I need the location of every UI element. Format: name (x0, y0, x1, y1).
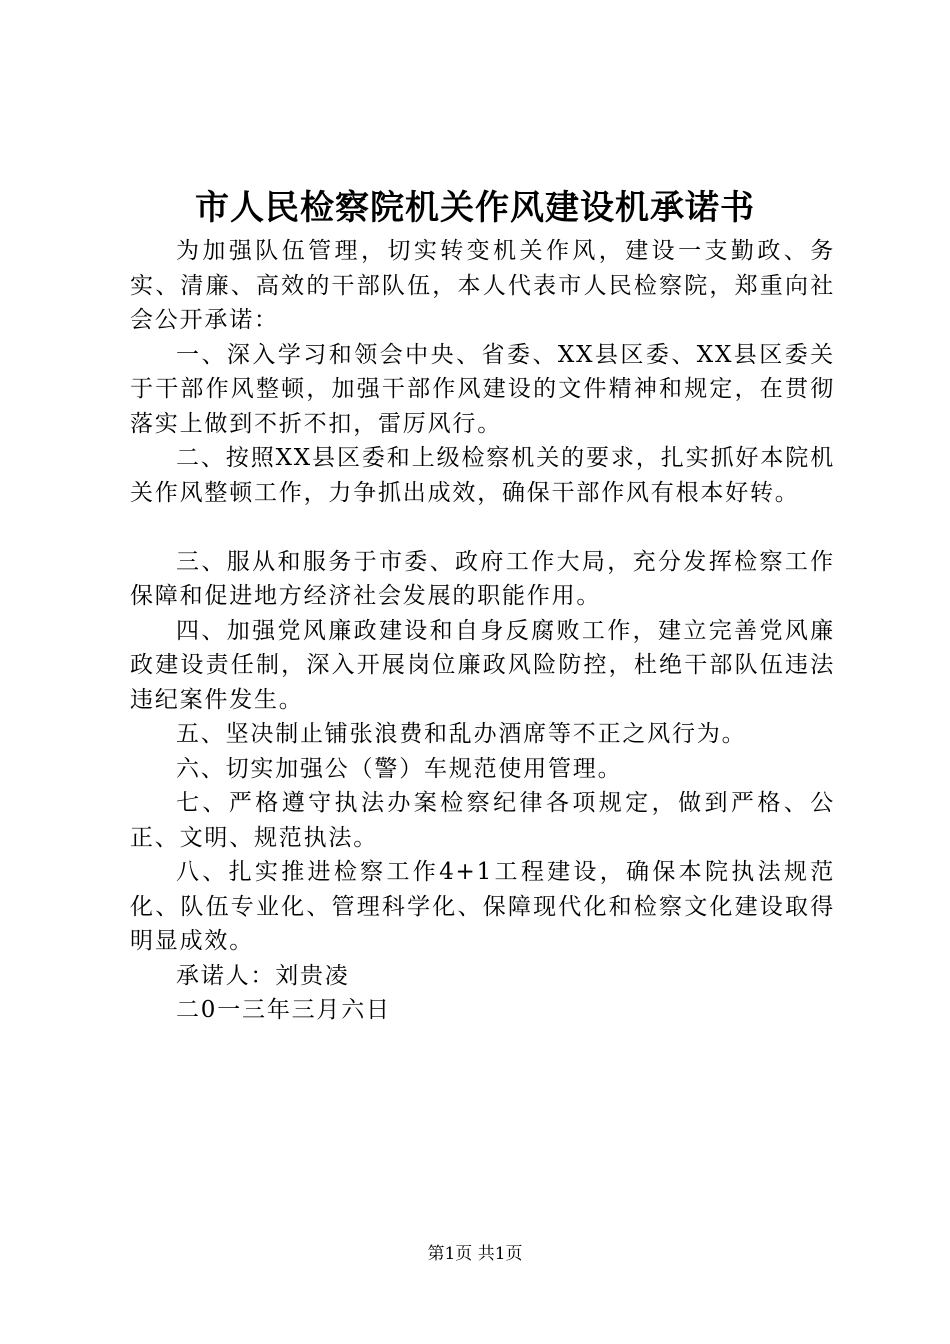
commitment-item-5: 五、坚决制止铺张浪费和乱办酒席等不正之风行为。 (176, 721, 747, 747)
commitment-item-6: 六、切实加强公（警）车规范使用管理。 (176, 755, 623, 782)
date-line: 二0一三年三月六日 (176, 997, 391, 1023)
commitment-item-4: 四、加强党风廉政建设和自身反腐败工作，建立完善党风廉政建设责任制，深入开展岗位廉政风险防控，杜绝干部队伍违法违纪案件发生。 (130, 617, 835, 713)
commitment-item-2: 二、按照XX县区委和上级检察机关的要求，扎实抓好本院机关作风整顿工作，力争抓出成效，确保干部作风有根本好转。 (130, 445, 835, 506)
commitment-item-1: 一、深入学习和领会中央、省委、XX县区委、XX县区委关于干部作风整顿，加强干部作风建设的文件精神和规定，在贯彻落实上做到不折不扣，雷厉风行。 (130, 341, 835, 437)
document-body (130, 234, 835, 1028)
commitment-item-3: 三、服从和服务于市委、政府工作大局，充分发挥检察工作保障和促进地方经济社会发展的职能作用。 (130, 548, 835, 609)
signer-line: 承诺人：刘贵凌 (176, 962, 350, 989)
commitment-item-7: 七、严格遵守执法办案检察纪律各项规定，做到严格、公正、文明、规范执法。 (130, 790, 835, 851)
intro-paragraph: 为加强队伍管理，切实转变机关作风，建设一支勤政、务实、清廉、高效的干部队伍，本人代表市人民检察院，郑重向社会公开承诺： (130, 238, 835, 333)
page-footer: 第1页 共1页 (427, 1244, 523, 1264)
commitment-item-8: 八、扎实推进检察工作4+1工程建设，确保本院执法规范化、队伍专业化、管理科学化、保障现代化和检察文化建设取得明显成效。 (130, 859, 835, 954)
document-title: 市人民检察院机关作风建设机承诺书 (195, 188, 755, 228)
